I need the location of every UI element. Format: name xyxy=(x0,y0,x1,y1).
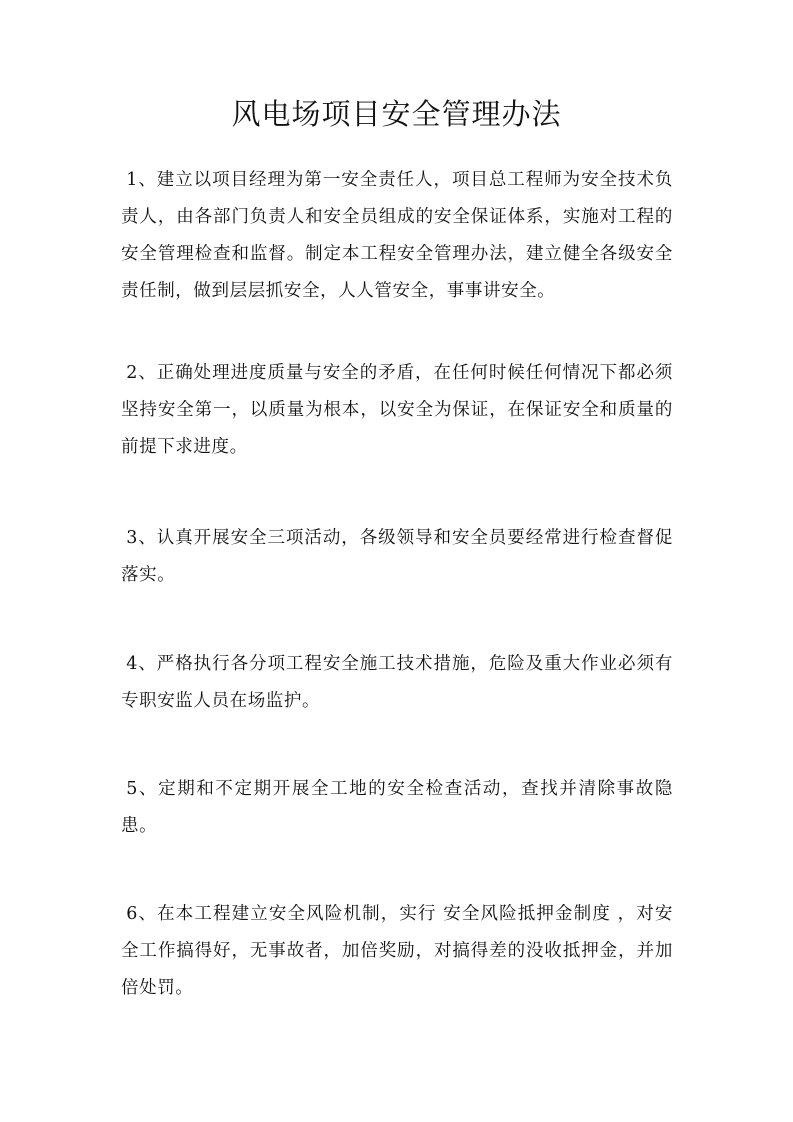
section-4-paragraph: 4、严格执行各分项工程安全施工技术措施，危险及重大作业必须有专职安监人员在场监护。 xyxy=(121,654,673,711)
section-6-paragraph: 6、在本工程建立安全风险机制，实行 安全风险抵押金制度 ，对安全工作搞得好，无事故者，加倍奖励，对搞得差的没收抵押金，并加倍处罚。 xyxy=(121,904,673,998)
section-2-paragraph: 2、正确处理进度质量与安全的矛盾，在任何时候任何情况下都必须坚持安全第一，以质量为根本，以安全为保证，在保证安全和质量的前提下求进度。 xyxy=(121,363,673,457)
section-3-paragraph: 3、认真开展安全三项活动，各级领导和安全员要经常进行检查督促落实。 xyxy=(121,528,673,585)
section-5-paragraph: 5、定期和不定期开展全工地的安全检查活动，查找并清除事故隐患。 xyxy=(121,779,673,836)
document-title: 风电场项目安全管理办法 xyxy=(231,97,562,131)
section-1-paragraph: 1、建立以项目经理为第一安全责任人，项目总工程师为安全技术负责人，由各部门负责人和安全员组成的安全保证体系，实施对工程的安全管理检查和监督。制定本工程安全管理办法，建立健全各级安全责任制，做到层层抓安全，人人管安全，事事讲安全。 xyxy=(121,170,673,301)
